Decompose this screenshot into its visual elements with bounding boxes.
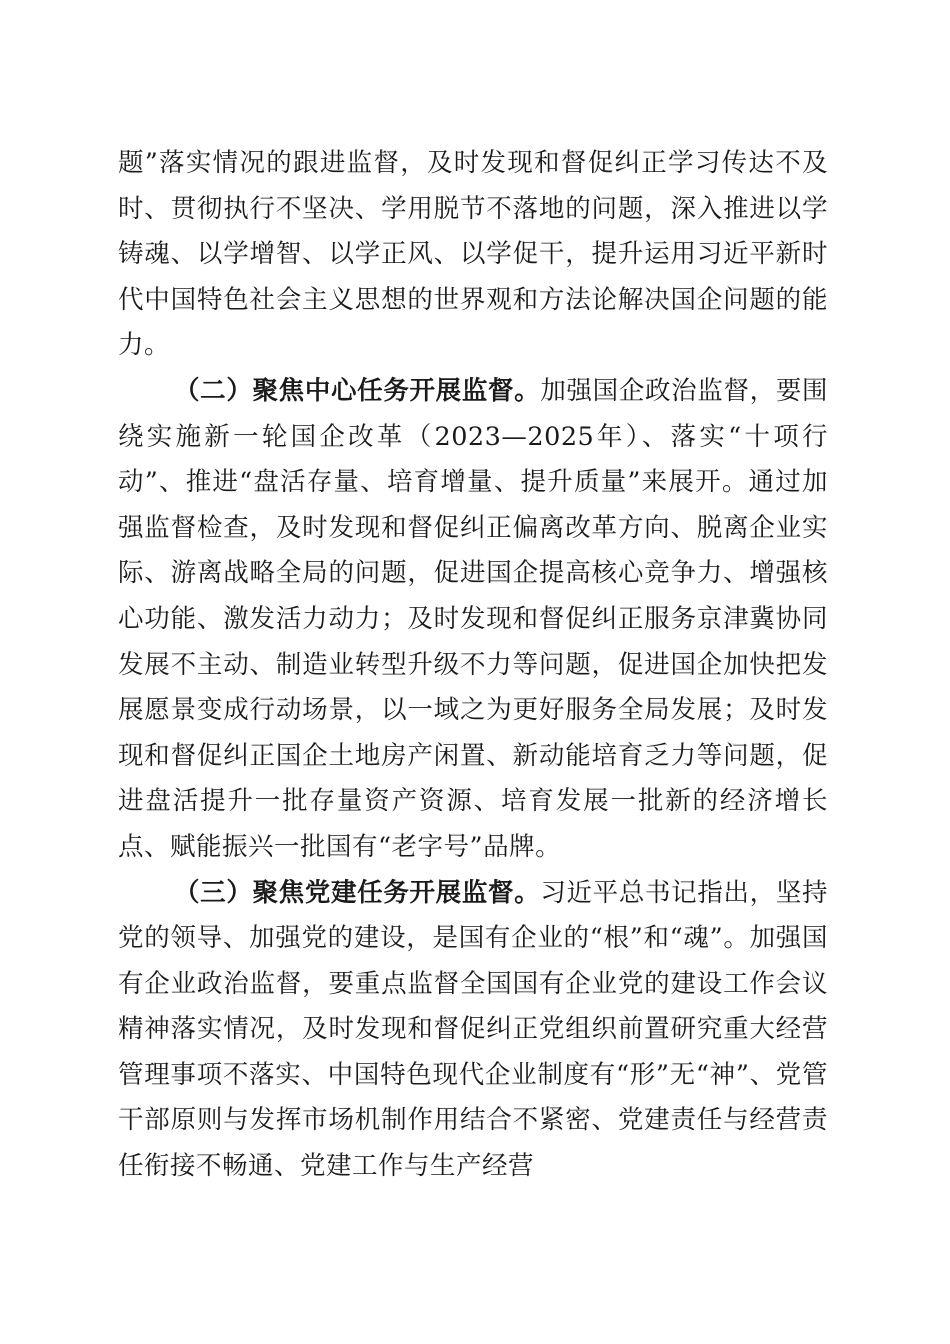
paragraph-body: 习近平总书记指出，坚持党的领导、加强党的建设，是国有企业的“根”和“魂”。加强国有企业政治监督，要重点监督全国国有企业党的建设工作会议精神落实情况，及时发现和督促纠正党组织前置研究重大经营管理事项不落实、中国特色现代企业制度有“形”无“神”、党管干部原则与发挥市场机制作用结合不紧密、党建责任与经营责任衔接不畅通、党建工作与生产经营 [118, 877, 828, 1182]
paragraph-focus-party-building [118, 871, 828, 1190]
document-body [118, 141, 828, 1190]
paragraph-heading: （二）聚焦中心任务开展监督。 [174, 375, 541, 406]
paragraph-heading: （三）聚焦党建任务开展监督。 [174, 877, 541, 908]
paragraph-body: 加强国企政治监督，要围绕实施新一轮国企改革（2023—2025年）、落实“十项行动”、推进“盘活存量、培育增量、提升质量”来展开。通过加强监督检查，及时发现和督促纠正偏离改革方向、脱离企业实际、游离战略全局的问题，促进国企提高核心竞争力、增强核心功能、激发活力动力；及时发现和督促纠正服务京津冀协同发展不主动、制造业转型升级不力等问题，促进国企加快把发展愿景变成行动场景，以一域之为更好服务全局发展；及时发现和督促纠正国企土地房产闲置、新动能培育乏力等问题，促进盘活提升一批存量资产资源、培育发展一批新的经济增长点、赋能振兴一批国有“老字号”品牌。 [118, 375, 828, 862]
paragraph-continuation [118, 141, 828, 369]
paragraph-focus-central-tasks [118, 369, 828, 871]
paragraph-body: 题”落实情况的跟进监督，及时发现和督促纠正学习传达不及时、贯彻执行不坚决、学用脱节不落地的问题，深入推进以学铸魂、以学增智、以学正风、以学促干，提升运用习近平新时代中国特色社会主义思想的世界观和方法论解决国企问题的能力。 [118, 148, 828, 361]
